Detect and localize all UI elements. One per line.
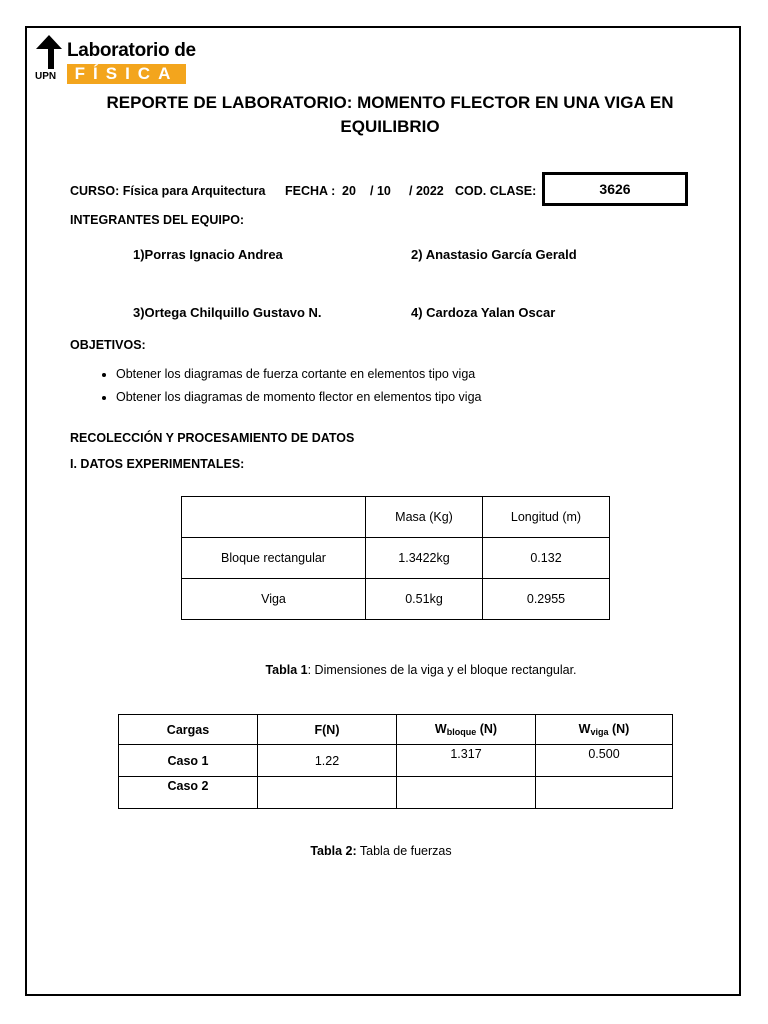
table2-caption-text: Tabla de fuerzas (356, 844, 452, 858)
table-cell (258, 777, 397, 809)
table-dimensiones (181, 496, 610, 620)
table-cell: Viga (182, 579, 366, 620)
w-bloque-unit: (N) (476, 722, 498, 736)
w-bloque-sub: bloque (446, 727, 477, 737)
lab-logo (35, 35, 196, 85)
cod-clase-label: COD. CLASE: (455, 184, 537, 198)
table-header-cell (182, 497, 366, 538)
datos-heading: I. DATOS EXPERIMENTALES: (70, 457, 245, 471)
logo-title: Laboratorio de (67, 40, 196, 61)
member-1: 1)Porras Ignacio Andrea (133, 247, 283, 262)
table-header-cell (397, 715, 536, 745)
w-viga-unit: (N) (608, 722, 630, 736)
recoleccion-heading: RECOLECCIÓN Y PROCESAMIENTO DE DATOS (70, 431, 355, 445)
table-cell: 0.51kg (366, 579, 483, 620)
integrantes-heading: INTEGRANTES DEL EQUIPO: (70, 213, 245, 227)
w-bloque-main: W (434, 722, 447, 736)
table1-caption-label: Tabla 1 (265, 663, 308, 677)
table-cell: Caso 1 (119, 745, 258, 777)
table-cell (397, 777, 536, 809)
table-row (119, 777, 673, 809)
table-fuerzas (118, 714, 673, 809)
member-2: 2) Anastasio García Gerald (411, 247, 577, 262)
fecha-label: FECHA : (285, 184, 336, 198)
fecha-day: 20 (342, 184, 356, 198)
table-cell: 1.317 (397, 745, 536, 777)
w-viga-main: W (578, 722, 591, 736)
table-cell: 1.3422kg (366, 538, 483, 579)
table2-caption (181, 844, 581, 858)
objetivos-list (70, 366, 481, 412)
table2-caption-label: Tabla 2: (310, 844, 357, 858)
logo-subtitle: FÍSICA (67, 64, 186, 84)
fecha-month: / 10 (370, 184, 391, 198)
fecha-year: / 2022 (409, 184, 444, 198)
table-row (182, 579, 610, 620)
table-cell: 0.500 (536, 745, 673, 777)
table-cell (536, 777, 673, 809)
table-header-cell (536, 715, 673, 745)
table-row (119, 745, 673, 777)
member-3: 3)Ortega Chilquillo Gustavo N. (133, 305, 322, 320)
table-cell: 0.132 (483, 538, 610, 579)
table-header-row (119, 715, 673, 745)
table-header-cell: Masa (Kg) (366, 497, 483, 538)
report-title: REPORTE DE LABORATORIO: MOMENTO FLECTOR EN UNA VIGA EN EQUILIBRIO (106, 93, 674, 136)
table-header-cell: Longitud (m) (483, 497, 610, 538)
table-row (182, 538, 610, 579)
curso-label: CURSO: Física para Arquitectura (70, 184, 266, 198)
table-header-cell: F(N) (258, 715, 397, 745)
table-cell: 1.22 (258, 745, 397, 777)
w-viga-sub: viga (590, 727, 609, 737)
table-header-cell: Cargas (119, 715, 258, 745)
table-cell: Caso 2 (119, 777, 258, 809)
member-4: 4) Cardoza Yalan Oscar (411, 305, 556, 320)
table-header-row (182, 497, 610, 538)
cod-clase-box: 3626 (542, 172, 688, 206)
table1-caption (181, 663, 661, 677)
objetivo-item: • Obtener los diagramas de fuerza cortante en elementos tipo viga (116, 366, 481, 382)
objetivos-heading: OBJETIVOS: (70, 338, 146, 352)
logo-badge: UPN (35, 71, 57, 82)
table-cell: Bloque rectangular (182, 538, 366, 579)
table1-caption-text: : Dimensiones de la viga y el bloque rectangular. (307, 663, 577, 677)
table-cell: 0.2955 (483, 579, 610, 620)
objetivo-item: • Obtener los diagramas de momento flector en elementos tipo viga (116, 389, 481, 405)
